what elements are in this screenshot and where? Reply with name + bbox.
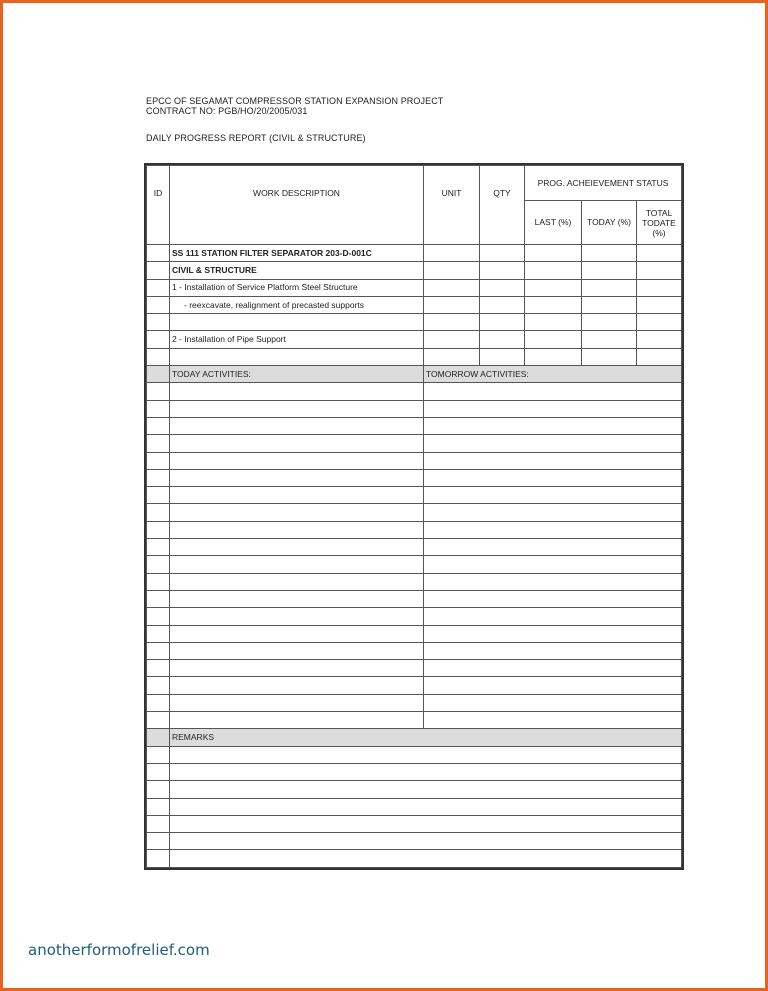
remarks-row — [147, 815, 682, 832]
table-row — [147, 245, 682, 262]
activity-row — [147, 469, 682, 486]
activity-row — [147, 573, 682, 590]
item-category: CIVIL & STRUCTURE — [170, 262, 424, 279]
progress-table — [146, 165, 682, 868]
col-progress-header: PROG. ACHEIEVEMENT STATUS — [525, 166, 682, 201]
table-row — [147, 331, 682, 348]
remarks-row — [147, 833, 682, 850]
activity-row — [147, 400, 682, 417]
activity-row — [147, 452, 682, 469]
activity-row — [147, 625, 682, 642]
item-1: 1 - Installation of Service Platform Steel Structure — [170, 279, 424, 296]
col-total-header — [637, 201, 682, 245]
table-row — [147, 348, 682, 365]
remarks-row — [147, 798, 682, 815]
remarks-row — [147, 763, 682, 780]
activity-row — [147, 487, 682, 504]
activity-row — [147, 694, 682, 711]
activity-row — [147, 556, 682, 573]
col-total-line1: TOTAL — [645, 207, 673, 218]
col-today-header: TODAY (%) — [582, 201, 637, 245]
item-title: SS 111 STATION FILTER SEPARATOR 203-D-001C — [170, 245, 424, 262]
activity-row — [147, 590, 682, 607]
remarks-row — [147, 781, 682, 798]
table-row — [147, 314, 682, 331]
activity-row — [147, 677, 682, 694]
activity-row — [147, 712, 682, 729]
table-row — [147, 262, 682, 279]
col-id-header: ID — [147, 166, 170, 245]
col-total-line2: TODATE — [642, 217, 676, 228]
project-title: EPCC OF SEGAMAT COMPRESSOR STATION EXPANSION PROJECT — [146, 96, 444, 106]
item-blank-2 — [170, 348, 424, 365]
activity-row — [147, 435, 682, 452]
today-activities-label: TODAY ACTIVITIES: — [170, 366, 424, 383]
remarks-row — [147, 746, 682, 763]
tomorrow-activities-label: TOMORROW ACTIVITIES: — [424, 366, 682, 383]
item-1-sub: - reexcavate, realignment of precasted supports — [170, 296, 424, 313]
activity-row — [147, 608, 682, 625]
col-total-line3: (%) — [652, 227, 666, 238]
contract-number: CONTRACT NO: PGB/HO/20/2005/031 — [146, 106, 308, 116]
report-title: DAILY PROGRESS REPORT (CIVIL & STRUCTURE) — [146, 133, 366, 143]
activity-row — [147, 642, 682, 659]
table-row — [147, 279, 682, 296]
activity-row — [147, 521, 682, 538]
activity-row — [147, 417, 682, 434]
activity-row — [147, 660, 682, 677]
remarks-label: REMARKS — [170, 729, 682, 746]
item-2: 2 - Installation of Pipe Support — [170, 331, 424, 348]
item-blank — [170, 314, 424, 331]
remarks-row — [147, 850, 682, 867]
col-description-header: WORK DESCRIPTION — [170, 166, 424, 245]
col-unit-header: UNIT — [424, 166, 480, 245]
watermark-text: anotherformofrelief.com — [28, 941, 210, 959]
activity-row — [147, 504, 682, 521]
activity-row — [147, 539, 682, 556]
activities-header-row — [147, 366, 682, 383]
col-last-header: LAST (%) — [525, 201, 582, 245]
remarks-header-row — [147, 729, 682, 746]
activity-row — [147, 383, 682, 400]
table-row — [147, 296, 682, 313]
col-qty-header: QTY — [480, 166, 525, 245]
